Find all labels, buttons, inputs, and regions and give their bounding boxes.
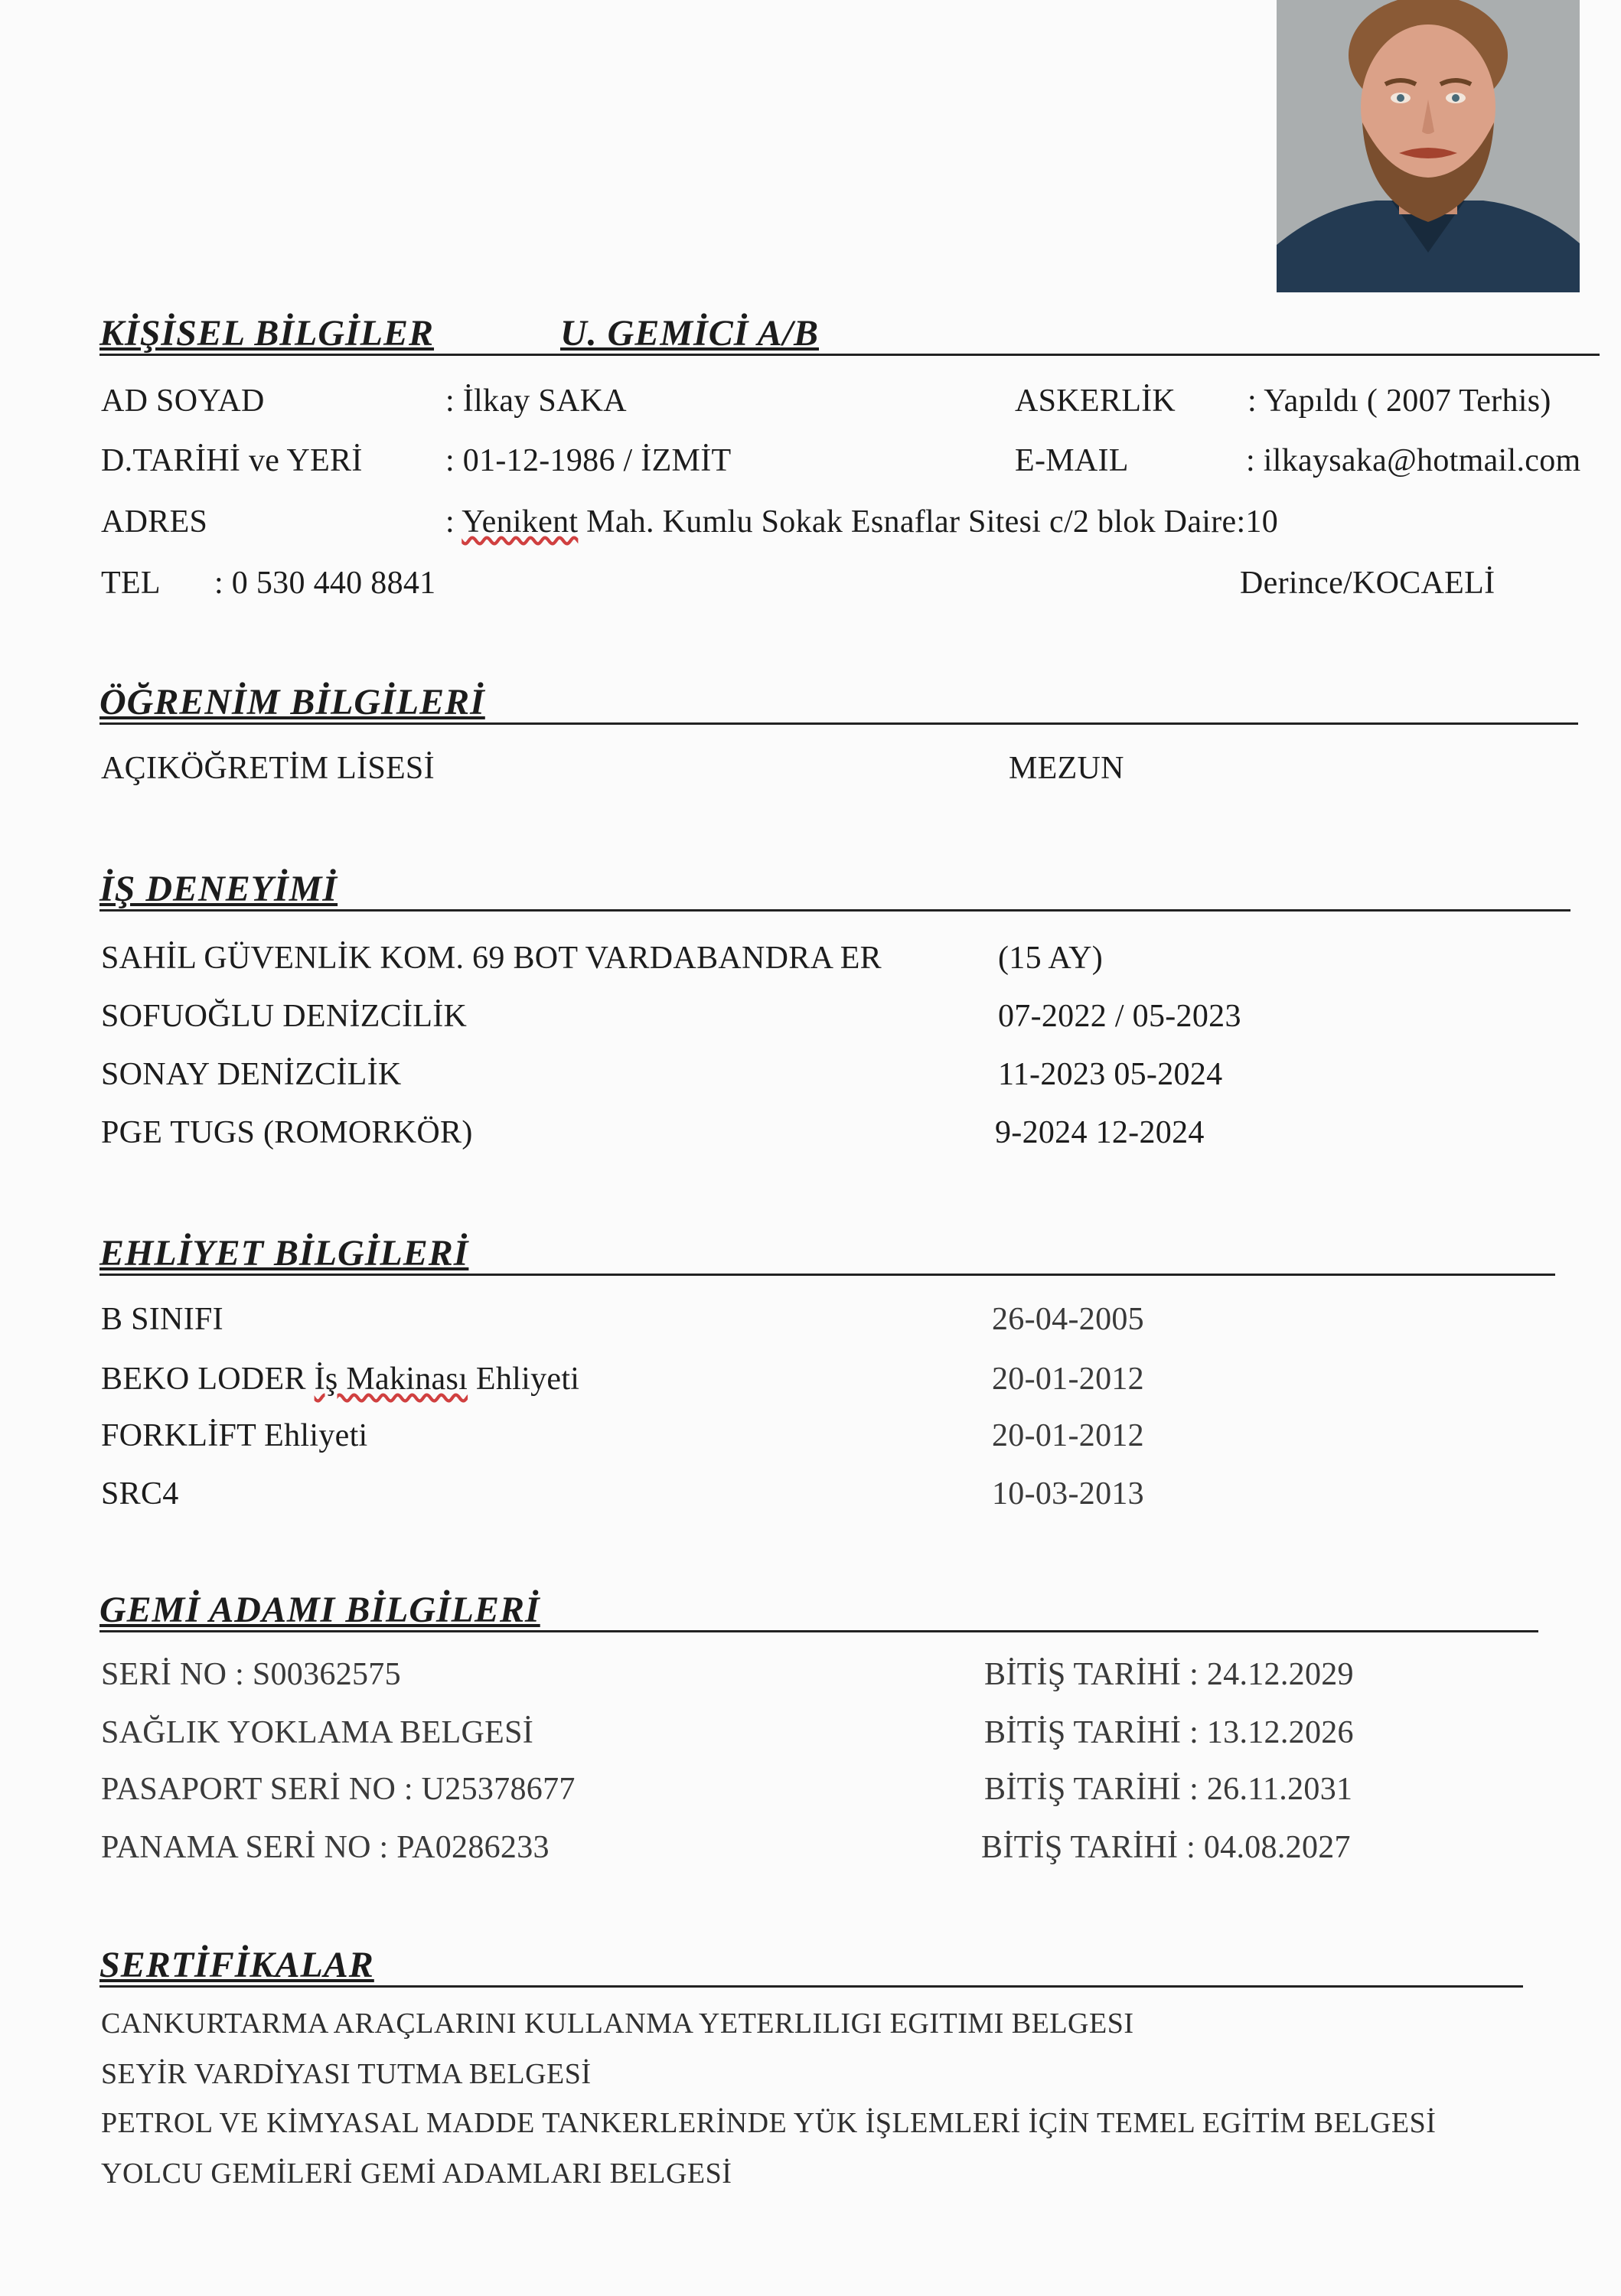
certificate-item: CANKURTARMA ARAÇLARINI KULLANMA YETERLILIGI EGITIMI BELGESI: [101, 2007, 1134, 2040]
name-label: AD SOYAD: [101, 383, 265, 419]
birth-label: D.TARİHİ ve YERİ: [101, 443, 363, 478]
divider: [99, 1985, 1523, 1988]
address-street: Yenikent: [462, 504, 579, 540]
seaman-expiry: BİTİŞ TARİHİ : 26.11.2031: [984, 1772, 1353, 1807]
experience-period: 9-2024 12-2024: [995, 1115, 1205, 1150]
experience-company: PGE TUGS (ROMORKÖR): [101, 1115, 473, 1150]
job-title: U. GEMİCİ A/B: [560, 313, 819, 354]
portrait-image: [1277, 0, 1580, 292]
seaman-document: SERİ NO : S00362575: [101, 1657, 401, 1692]
education-school: AÇIKÖĞRETİM LİSESİ: [101, 751, 435, 786]
email-label: E-MAIL: [1015, 443, 1129, 478]
education-status: MEZUN: [1009, 751, 1124, 786]
email-value: : ilkaysaka@hotmail.com: [1246, 443, 1581, 478]
license-date: 20-01-2012: [992, 1362, 1144, 1397]
license-date: 20-01-2012: [992, 1418, 1144, 1453]
divider: [99, 1630, 1538, 1632]
section-title-personal: KİŞİSEL BİLGİLER: [99, 313, 435, 354]
address-label: ADRES: [101, 504, 208, 540]
divider: [99, 1274, 1555, 1276]
section-title-education: ÖĞRENİM BİLGİLERİ: [99, 682, 485, 722]
divider: [99, 722, 1578, 725]
license-date: 26-04-2005: [992, 1302, 1144, 1337]
seaman-document: PASAPORT SERİ NO : U25378677: [101, 1772, 576, 1807]
seaman-expiry: BİTİŞ TARİHİ : 13.12.2026: [984, 1715, 1354, 1750]
profile-photo: [1277, 0, 1580, 292]
license-name: FORKLİFT Ehliyeti: [101, 1418, 368, 1453]
experience-company: SOFUOĞLU DENİZCİLİK: [101, 999, 468, 1034]
certificate-item: PETROL VE KİMYASAL MADDE TANKERLERİNDE YÜK İŞLEMLERİ İÇİN TEMEL EGİTİM BELGESİ: [101, 2107, 1437, 2139]
address-city: Derince/KOCAELİ: [1240, 566, 1495, 601]
experience-period: (15 AY): [998, 941, 1104, 976]
name-value: : İlkay SAKA: [445, 383, 627, 419]
license-name: SRC4: [101, 1476, 179, 1512]
license-name-prefix: BEKO LODER: [101, 1362, 315, 1397]
section-title-certificates: SERTİFİKALAR: [99, 1945, 374, 1985]
license-date: 10-03-2013: [992, 1476, 1144, 1512]
divider: [99, 354, 1600, 356]
seaman-expiry: BİTİŞ TARİHİ : 24.12.2029: [984, 1657, 1354, 1692]
birth-value: : 01-12-1986 / İZMİT: [445, 443, 732, 478]
section-title-seaman: GEMİ ADAMI BİLGİLERİ: [99, 1590, 540, 1630]
tel-value: : 0 530 440 8841: [214, 566, 436, 601]
military-value: : Yapıldı ( 2007 Terhis): [1248, 383, 1551, 419]
license-name: [101, 1361, 579, 1397]
experience-period: 11-2023 05-2024: [998, 1057, 1223, 1092]
license-name-marked: İş Makinası: [314, 1362, 468, 1397]
certificate-item: SEYİR VARDİYASI TUTMA BELGESİ: [101, 2058, 592, 2090]
seaman-expiry: BİTİŞ TARİHİ : 04.08.2027: [981, 1830, 1351, 1865]
section-title-experience: İŞ DENEYİMİ: [99, 869, 338, 909]
experience-company: SONAY DENİZCİLİK: [101, 1057, 402, 1092]
section-title-license: EHLİYET BİLGİLERİ: [99, 1233, 469, 1274]
experience-company: SAHİL GÜVENLİK KOM. 69 BOT VARDABANDRA ER: [101, 941, 882, 976]
seaman-document: SAĞLIK YOKLAMA BELGESİ: [101, 1715, 534, 1750]
divider: [99, 909, 1570, 912]
experience-period: 07-2022 / 05-2023: [998, 999, 1241, 1034]
military-label: ASKERLİK: [1015, 383, 1176, 419]
certificate-item: YOLCU GEMİLERİ GEMİ ADAMLARI BELGESİ: [101, 2157, 732, 2190]
address-rest: Mah. Kumlu Sokak Esnaflar Sitesi c/2 blok Daire:10: [578, 504, 1279, 540]
license-name: B SINIFI: [101, 1302, 223, 1337]
license-name-suffix: Ehliyeti: [468, 1362, 580, 1397]
address-value: [445, 504, 1278, 540]
tel-label: TEL: [101, 566, 161, 601]
seaman-document: PANAMA SERİ NO : PA0286233: [101, 1830, 550, 1865]
address-colon: :: [445, 504, 462, 540]
